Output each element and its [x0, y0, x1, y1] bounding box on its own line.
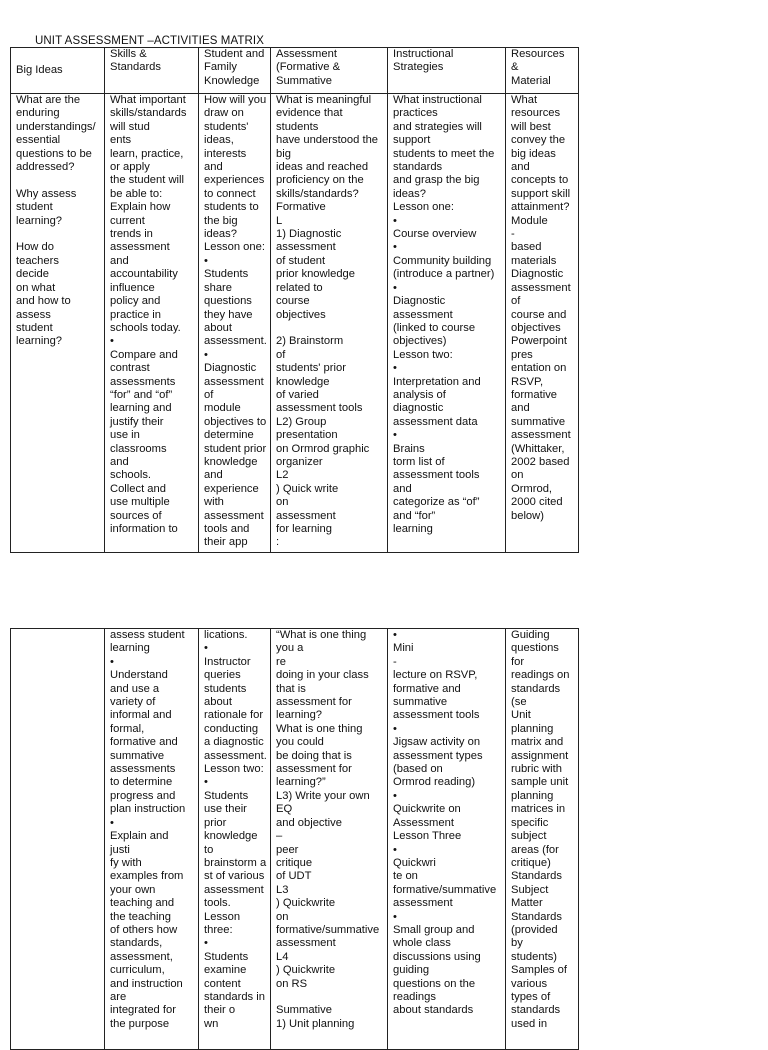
header-resources-material: Resources & Material — [506, 48, 579, 94]
table-row — [11, 94, 579, 553]
matrix-table-page-2 — [10, 628, 579, 1050]
header-assessment: Assessment (Formative & Summative — [271, 48, 388, 94]
cell-resources-material: Guiding questions for readings on standards (se Unit planning matrix and assignment rubric with sample unit planning matrices in specific subject areas (for critique) Standards Subject Matter Standards (provided by students) Samples of various types of standards used in — [506, 629, 579, 1050]
header-row — [11, 48, 579, 94]
cell-assessment: What is meaningful evidence that students have understood the big ideas and reached proficiency on the skills/standards? Formative L 1) Diagnostic assessment of student prior knowledge related to course objectives 2) Brainstorm of students' prior knowledge of varied assessment tools L2) Group presentation on Ormrod graphic organizer L2 ) Quick write on assessment for learning : — [271, 94, 388, 553]
matrix-table-page-1 — [10, 47, 579, 553]
cell-big-ideas — [11, 629, 105, 1050]
cell-instructional-strategies: • Mini - lecture on RSVP, formative and summative assessment tools • Jigsaw activity on assessment types (based on Ormrod reading) • Quickwrite on Assessment Lesson Three • Quickwri te on formative/summative assessment • Small group and whole class discussions using guiding questions on the readings about standards — [388, 629, 506, 1050]
cell-skills-standards: assess student learning • Understand and use a variety of informal and formal, formative and summative assessments to determine progress and plan instruction • Explain and justi fy with examples from your own teaching and the teaching of others how standards, assessment, curriculum, and instruction are integrated for the purpose — [105, 629, 199, 1050]
document-title: UNIT ASSESSMENT –ACTIVITIES MATRIX — [35, 35, 264, 47]
header-student-family-knowledge: Student and Family Knowledge — [199, 48, 271, 94]
header-big-ideas: Big Ideas — [11, 48, 105, 94]
cell-resources-material: What resources will best convey the big ideas and concepts to support skill attainment? Module - based materials Diagnostic assessment of course and objectives Powerpoint pres entation on RSVP, formative and summative assessment (Whittaker, 2002 based on Ormrod, 2000 cited below) — [506, 94, 579, 553]
cell-instructional-strategies: What instructional practices and strategies will support students to meet the standards and grasp the big ideas? Lesson one: • Course overview • Community building (introduce a partner) • Diagnostic assessment (linked to course objectives) Lesson two: • Interpretation and analysis of diagnostic assessment data • Brains torm list of assessment tools and categorize as “of” and “for” learning — [388, 94, 506, 553]
cell-student-family-knowledge: How will you draw on students' ideas, interests and experiences to connect students to the big ideas? Lesson one: • Students share questions they have about assessment. • Diagnostic assessment of module objectives to determine student prior knowledge and experience with assessment tools and their app — [199, 94, 271, 553]
cell-skills-standards: What important skills/standards will stud ents learn, practice, or apply the student will be able to: Explain how current trends in assessment and accountability influence policy and practice in schools today. • Compare and contrast assessments “for” and “of” learning and justify their use in classrooms and schools. Collect and use multiple sources of information to — [105, 94, 199, 553]
header-skills-standards: Skills & Standards — [105, 48, 199, 94]
header-instructional-strategies: Instructional Strategies — [388, 48, 506, 94]
table-row — [11, 629, 579, 1050]
cell-assessment: “What is one thing you a re doing in your class that is assessment for learning? What is one thing you could be doing that is assessment for learning?” L3) Write your own EQ and objective – peer critique of UDT L3 ) Quickwrite on formative/summative assessment L4 ) Quickwrite on RS Summative 1) Unit planning — [271, 629, 388, 1050]
cell-student-family-knowledge: lications. • Instructor queries students about rationale for conducting a diagnostic assessment. Lesson two: • Students use their prior knowledge to brainstorm a st of various assessment tools. Lesson three: • Students examine content standards in their o wn — [199, 629, 271, 1050]
cell-big-ideas: What are the enduring understandings/ essential questions to be addressed? Why assess student learning? How do teachers decide on what and how to assess student learning? — [11, 94, 105, 553]
